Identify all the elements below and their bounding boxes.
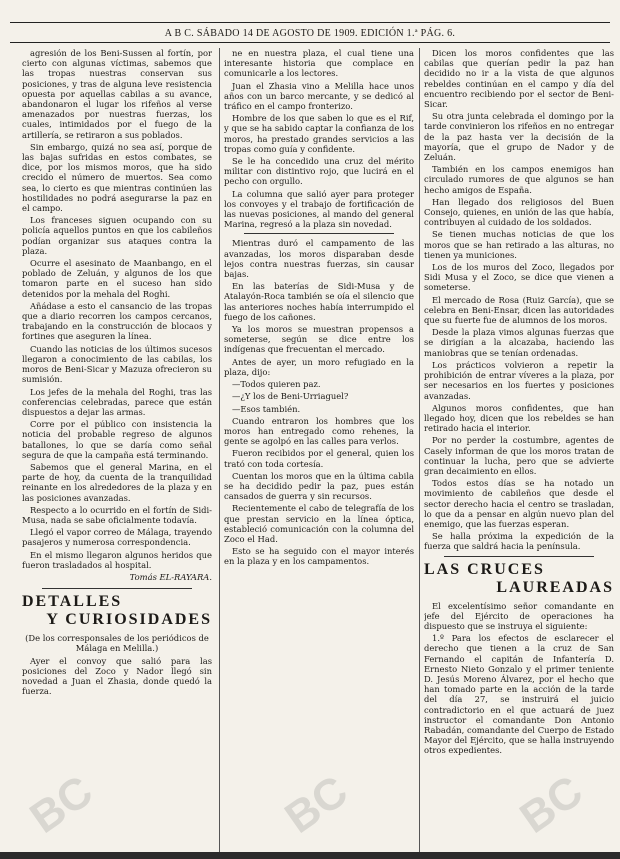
- paragraph: Sin embargo, quizá no sea así, porque de las bajas sufridas en estos combates, se dice, por los mismos moros, que ha sido crecido el número de muertos. Sea como sea, lo cierto es que mientras continúen las hostilidades no podrá asegurarse la paz en el campo.: [22, 141, 212, 214]
- header-dateline: A B C. SÁBADO 14 DE AGOSTO DE 1909. EDICIÓN 1.ª PÁG. 6.: [164, 28, 456, 39]
- paragraph: En el mismo llegaron algunos heridos que fueron trasladados al hospital.: [22, 549, 212, 570]
- paragraph: agresión de los Beni-Sussen al fortín, por cierto con algunas víctimas, sabemos que las tropas nuestras conservan sus posiciones, y tras de alguna leve resistencia opuesta por aquellas cabilas a su avance, abandonaron el lugar los rifeños al verse amenazados por nuestras fuerzas, los cuales, intimidados por el fuego de la artillería, se retiraron a sus poblados.: [22, 48, 212, 140]
- column-divider: [219, 48, 220, 852]
- paragraph: También en los campos enemigos han circulado rumores de que algunos se han hecho amigos de España.: [424, 164, 614, 195]
- article-signature: Tomás EL-RAYARA.: [129, 571, 212, 582]
- paragraph: El mercado de Rosa (Ruiz García), que se celebra en Beni-Ensar, dicen las autoridades que su fuerte fue de alumnos de los moros.: [424, 294, 614, 326]
- paragraph: Algunos moros confidentes, que han llegado hoy, dicen que los rebeldes se han retirado hacia el interior.: [424, 402, 614, 434]
- column-divider: [419, 48, 420, 852]
- paragraph: Esto se ha seguido con el mayor interés en la plaza y en los campamentos.: [224, 546, 414, 567]
- paragraph: 1.º Para los efectos de esclarecer el derecho que tienen a la cruz de San Fernando el capitán de Infantería D. Ernesto Nieto Gonzalo y el primer teniente D. Jesús Moreno Álvarez, por el hecho que han tomado parte en la acción de la tarde del día 27, se instruirá el juicio contradictorio en el que actuará de juez instructor el comandante Don Antonio Rabadán, comandante del Cuerpo de Estado Mayor del Ejército, que se halla instruyendo otros expedientes.: [424, 633, 614, 756]
- paragraph: Desde la plaza vimos algunas fuerzas que se dirigían a la alcazaba, haciendo las maniobras que se tenían ordenadas.: [424, 327, 614, 358]
- paragraph: Ocurre el asesinato de Maanbango, en el poblado de Zeluán, y algunos de los que tomaron parte en el suceso han sido detenidos por la mehala del Roghi.: [22, 258, 212, 299]
- paragraph: Cuentan los moros que en la última cabila se ha decidido pedir la paz, pues están cansados de guerra y sin recursos.: [224, 470, 414, 502]
- paragraph: El excelentísimo señor comandante en jefe del Ejército de operaciones ha dispuesto que se instruya el siguiente:: [424, 600, 614, 631]
- section-divider: [444, 556, 594, 557]
- paragraph: —¿Y los de Beni-Urriaguel?: [232, 391, 349, 402]
- paragraph: Los prácticos volvieron a repetir la prohibición de entrar víveres a la plaza, por ser necesarios en los fuertes y posiciones avanzadas.: [424, 359, 614, 401]
- paragraph: ne en nuestra plaza, el cual tiene una interesante historia que complace en comunicarle a los lectores.: [224, 48, 414, 79]
- paragraph: Hombre de los que saben lo que es el Rif, y que se ha sabido captar la confianza de los moros, ha prestado grandes servicios a las tropas como guía y confidente.: [224, 113, 414, 154]
- paragraph: Los jefes de la mehala del Roghi, tras las conferencias celebradas, parece que están dispuestos a dejar las armas.: [22, 386, 212, 417]
- paragraph: Los franceses siguen ocupando con su policía aquellos puntos en que los cabileños podían organizar sus ataques contra la plaza.: [22, 215, 212, 256]
- paragraph: Por no perder la costumbre, agentes de Casely informan de que los moros tratan de continuar la lucha, pero que se advierte gran decaimiento en ellos.: [424, 435, 614, 476]
- paragraph: Se le ha concedido una cruz del mérito militar con distintivo rojo, que lucirá en el pecho con orgullo.: [224, 156, 414, 187]
- paragraph: —Esos también.: [232, 403, 301, 414]
- section-divider: [42, 588, 192, 589]
- column-1: [22, 48, 212, 856]
- section-divider: [244, 233, 394, 234]
- section-title: DETALLES: [22, 593, 123, 611]
- paragraph: Cuando entraron los hombres que los moros han entregado como rehenes, la gente se agolpó en las calles para verlos.: [224, 415, 414, 447]
- scan-edge-strip: [0, 852, 620, 859]
- section-title: LAS CRUCES: [424, 560, 545, 578]
- paragraph: Todos estos días se ha notado un movimiento de cabileños que desde el sector derecho hacia el centro se trasladan, lo que da a pensar en algún nuevo plan del enemigo, que las fuerzas esperan.: [424, 478, 614, 529]
- column-3: [424, 48, 614, 856]
- archive-watermark: BC: [276, 766, 357, 843]
- paragraph: Mientras duró el campamento de las avanzadas, los moros disparaban desde lejos contra nuestras fuerzas, sin causar bajas.: [224, 238, 414, 280]
- paragraph: Corre por el público con insistencia la noticia del probable regreso de algunos batallones, lo que se daría como señal segura de que la campaña está terminando.: [22, 419, 212, 460]
- paragraph: Añádase a esto el cansancio de las tropas que a diario recorren los campos cercanos, trabajando en la construcción de blocaos y fortines que aseguren la línea.: [22, 300, 212, 342]
- header-bottom-rule: [10, 42, 610, 43]
- paragraph: Juan el Zhasia vino a Melilla hace unos años con un barco mercante, y se dedicó al tráfico en el campo fronterizo.: [224, 80, 414, 112]
- paragraph: Respecto a lo ocurrido en el fortín de Sidi-Musa, nada se sabe oficialmente todavía.: [22, 504, 212, 525]
- paragraph: Ya los moros se muestran propensos a someterse, según se dice entre los indígenas que frecuentan el mercado.: [224, 324, 414, 355]
- archive-watermark: BC: [511, 766, 592, 843]
- paragraph: Recientemente el cabo de telegrafía de los que prestan servicio en la línea óptica, estableció comunicación con la columna del Zoco el Had.: [224, 503, 414, 544]
- paragraph: Dicen los moros confidentes que las cabilas que querían pedir la paz han decidido no ir a la vista de que algunos rebeldes continúan en el campo y día del encuentro recibiendo por el sector de Beni-Sicar.: [424, 48, 614, 110]
- section-subtitle: Y CURIOSIDADES: [46, 611, 212, 629]
- paragraph: Los de los muros del Zoco, llegados por Sidi Musa y el Zoco, se dice que vienen a someterse.: [424, 262, 614, 293]
- paragraph: Se tienen muchas noticias de que los moros que se han retirado a las alturas, no tienen ya municiones.: [424, 229, 614, 260]
- column-2: [224, 48, 414, 856]
- paragraph: Se halla próxima la expedición de la fuerza que saldrá hacia la península.: [424, 531, 614, 552]
- header-top-rule: [10, 22, 610, 23]
- section-subtitle: LAUREADAS: [496, 578, 614, 596]
- paragraph: Fueron recibidos por el general, quien los trató con toda cortesía.: [224, 448, 414, 469]
- paragraph: Su otra junta celebrada el domingo por la tarde convinieron los rifeños en no entregar de la paz hasta ver la decisión de la mayoría, que el grupo de Nador y de Zeluán.: [424, 111, 614, 163]
- paragraph: En las baterías de Sidi-Musa y de Atalayón-Roca también se oía el silencio que las anteriores noches había interrumpido el fuego de los cañones.: [224, 281, 414, 322]
- paragraph: —Todos quieren paz.: [232, 379, 321, 390]
- paragraph: Han llegado dos religiosos del Buen Consejo, quienes, en unión de las que había, contribuyen al cuidado de los soldados.: [424, 196, 614, 228]
- paragraph: La columna que salió ayer para proteger los convoyes y el trabajo de fortificación de las nuevas posiciones, al mando del general Marina, regresó a la plaza sin novedad.: [224, 188, 414, 230]
- archive-watermark: BC: [21, 766, 102, 843]
- section-byline: (De los corresponsales de los periódicos de Málaga en Melilla.): [25, 633, 209, 654]
- paragraph: Cuando las noticias de los últimos sucesos llegaron a conocimiento de las cabilas, los moros de Beni-Sicar y Mazuza ofrecieron su sumisión.: [22, 343, 212, 385]
- paragraph: Antes de ayer, un moro refugiado en la plaza, dijo:: [224, 356, 414, 377]
- page-header: [0, 0, 620, 46]
- paragraph: Llegó el vapor correo de Málaga, trayendo pasajeros y numerosa correspondencia.: [22, 527, 212, 548]
- paragraph: Sabemos que el general Marina, en el parte de hoy, da cuenta de la tranquilidad reinante en los alrededores de la plaza y en las posiciones avanzadas.: [22, 461, 212, 503]
- paragraph: Ayer el convoy que salió para las posiciones del Zoco y Nador llegó sin novedad a Juan el Zhasia, donde quedó la fuerza.: [22, 655, 212, 697]
